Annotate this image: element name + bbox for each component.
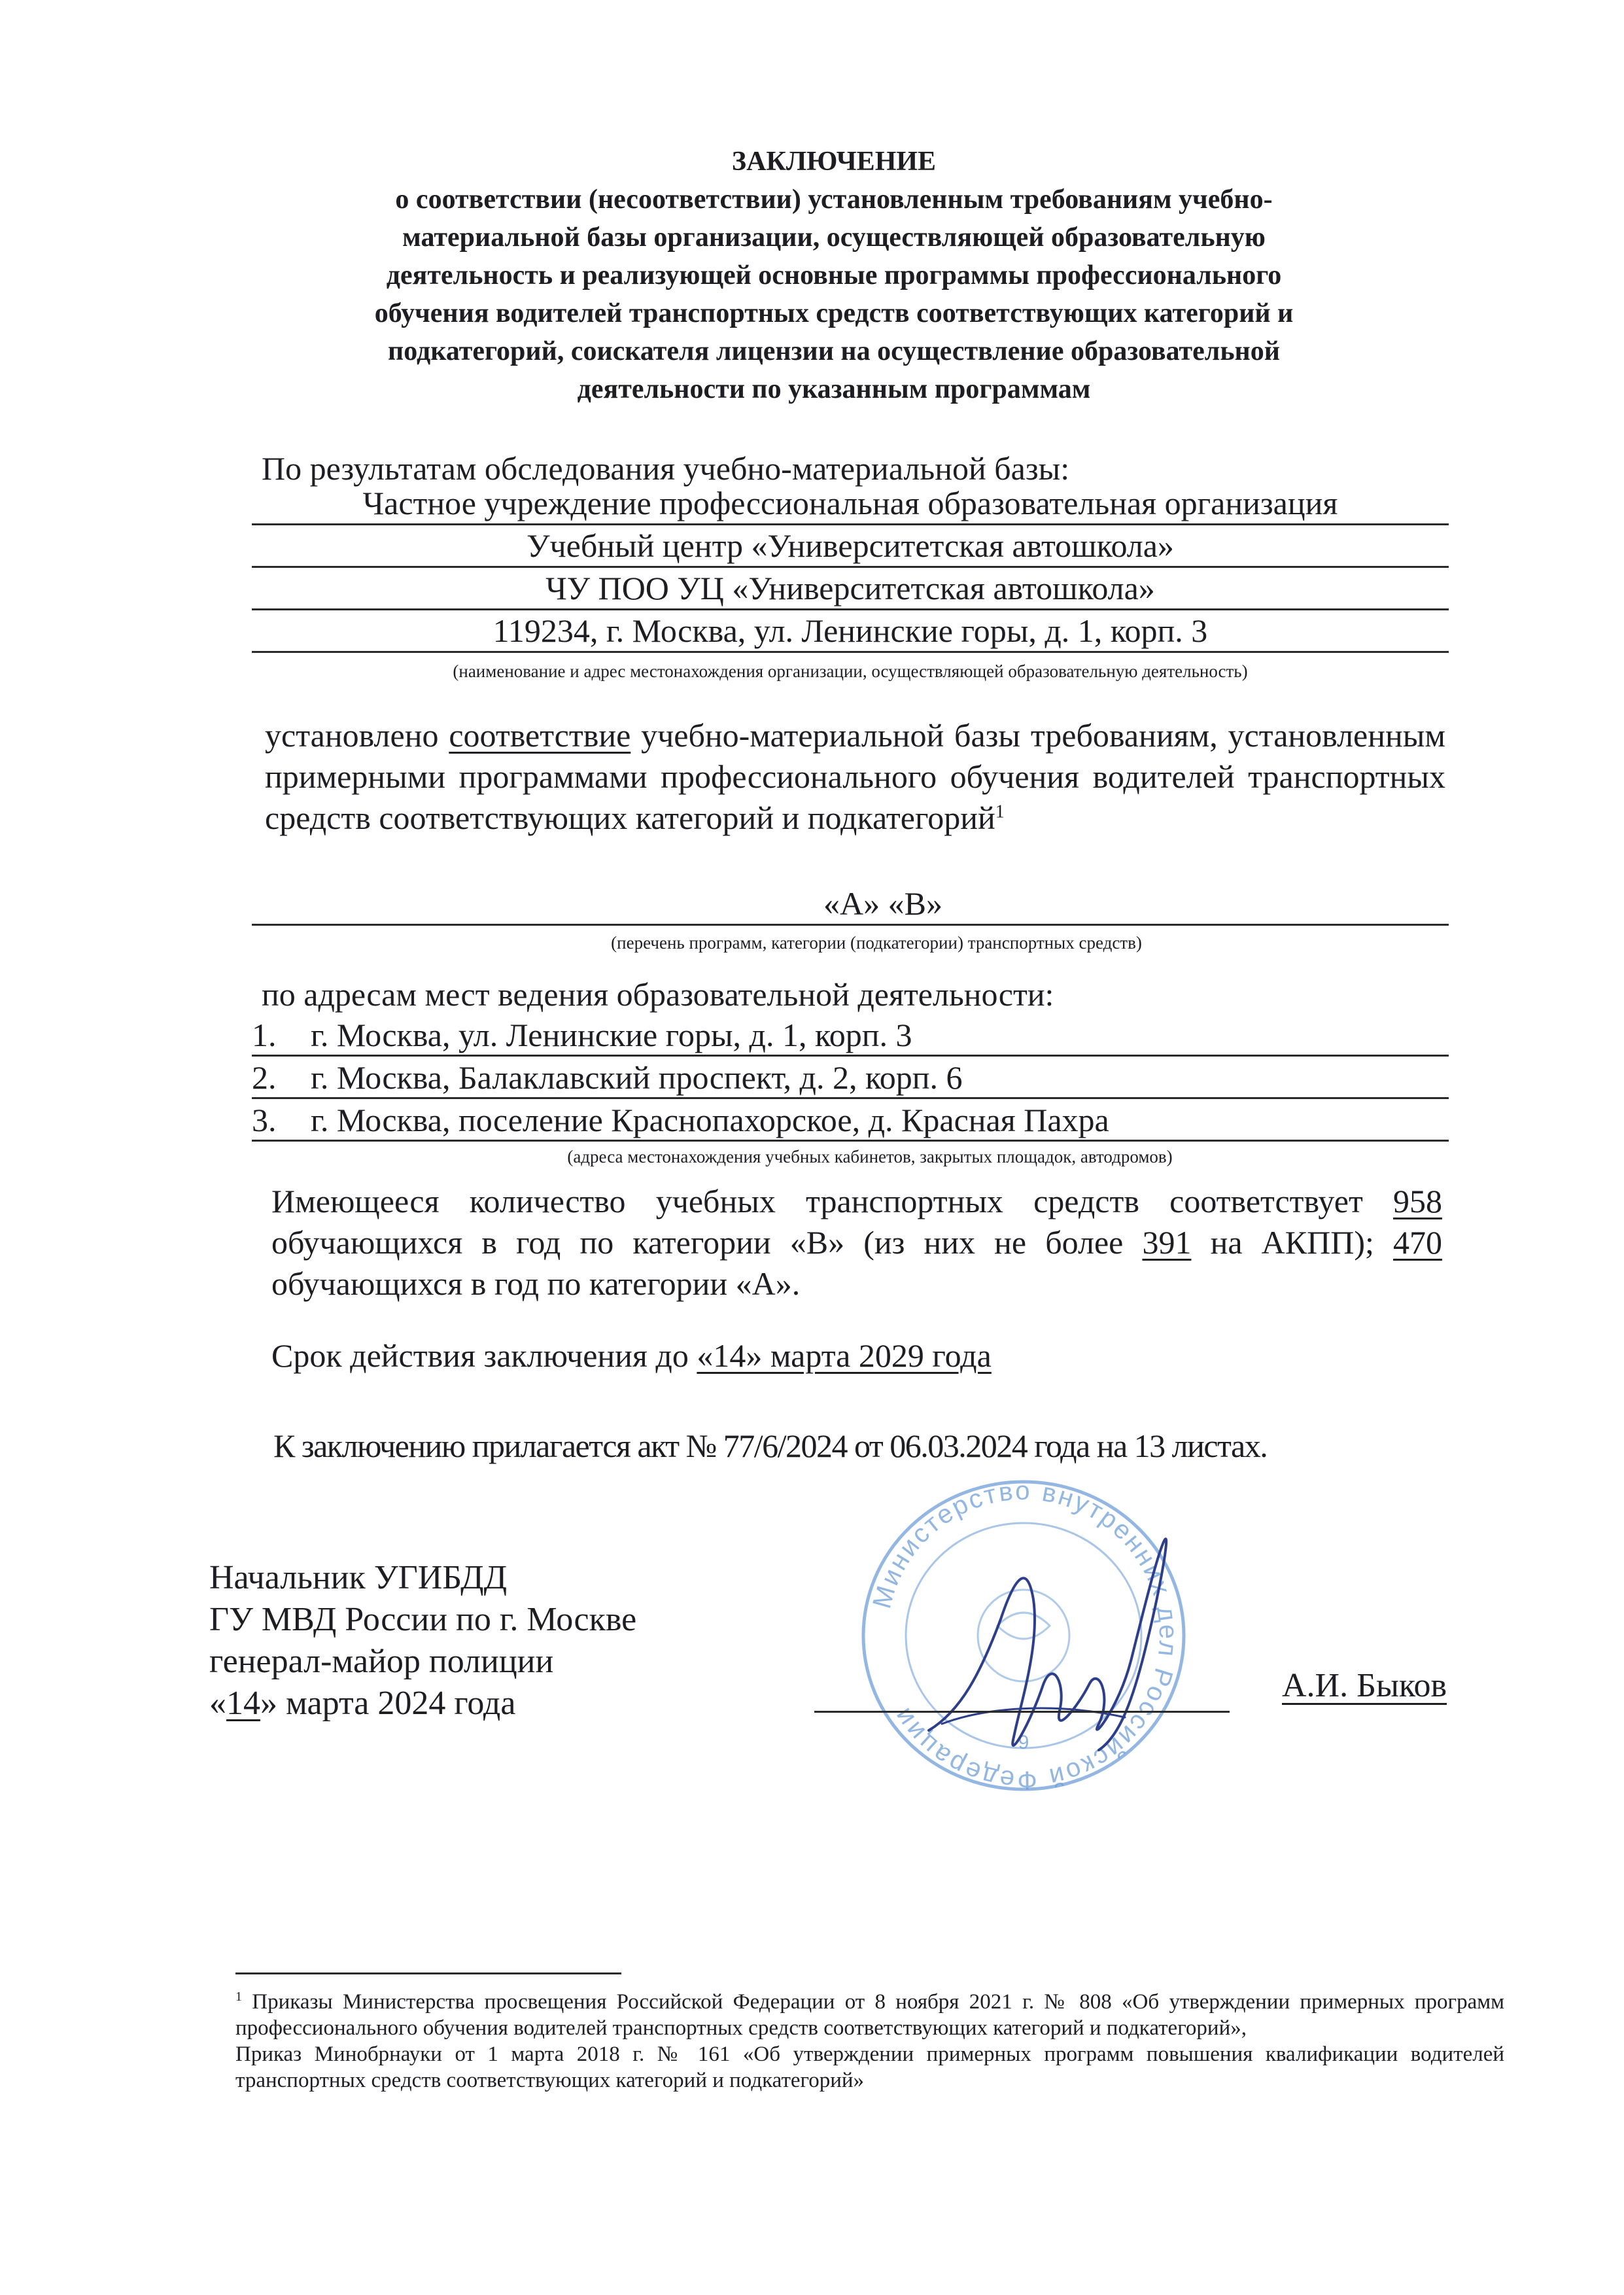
capacity-text: на АКПП);: [1191, 1224, 1393, 1261]
footnote-text-1: Приказы Министерства просвещения Российской Федерации от 8 ноября 2021 г. № 808 «Об утверждении примерных программ профессионального обучения водителей транспортных средств соответствующих категорий и подкатегорий»,: [235, 1990, 1504, 2040]
address-row: [252, 1058, 1449, 1099]
signature-line: [814, 1711, 1230, 1713]
org-line-3: ЧУ ПОО УЦ «Университетская автошкола»: [252, 569, 1449, 610]
footnote-divider: [235, 1972, 621, 1974]
validity-prefix: Срок действия заключения до: [271, 1337, 697, 1374]
signatory-position: Начальник УГИБДД: [209, 1559, 508, 1596]
document-title: [262, 143, 1406, 408]
handwritten-signature: [903, 1488, 1184, 1776]
org-line-4: 119234, г. Москва, ул. Ленинские горы, д. 1, корп. 3: [252, 612, 1449, 653]
address-text: г. Москва, поселение Краснопахорское, д. Красная Пахра: [311, 1102, 1109, 1138]
org-caption: (наименование и адрес местонахождения организации, осуществляющей образовательную деятельность): [453, 661, 1248, 681]
capacity-b-akpp: 391: [1142, 1224, 1192, 1261]
title-line: обучения водителей транспортных средств соответствующих категорий и: [374, 298, 1294, 328]
capacity-text: Имеющееся количество учебных транспортных средств соответствует: [271, 1183, 1393, 1219]
title-main: ЗАКЛЮЧЕНИЕ: [731, 147, 937, 177]
address-row: [252, 1100, 1449, 1142]
footnote-mark: 1: [235, 1989, 242, 2004]
date-day: 14: [226, 1685, 260, 1722]
address-number: 1.: [252, 1017, 277, 1053]
validity-line: [271, 1336, 992, 1375]
addresses-caption: (адреса местонахождения учебных кабинетов, закрытых площадок, автодромов): [567, 1147, 1173, 1166]
title-line: о соответствии (несоответствии) установленным требованиям учебно-: [395, 184, 1273, 215]
title-line: подкатегорий, соискателя лицензии на осуществление образовательной: [388, 336, 1280, 366]
org-line-2: Учебный центр «Университетская автошкола»: [252, 527, 1449, 568]
signatory-name: [1282, 1665, 1447, 1707]
signatory-name-text: А.И. Быков: [1282, 1667, 1447, 1704]
capacity-b-total: 958: [1393, 1183, 1442, 1219]
seal-text: Министерство внутренних дел Российской Федерации: [867, 1476, 1183, 1795]
footnote: [235, 1989, 1504, 2094]
survey-intro: По результатам обследования учебно-материальной базы:: [262, 450, 1070, 487]
attachment-line: К заключению прилагается акт № 77/6/2024 от 06.03.2024 года на 13 листах.: [273, 1428, 1268, 1464]
categories-line: [252, 885, 1449, 926]
signatory-block: [209, 1557, 636, 1725]
categories-value: «А» «В»: [823, 885, 942, 922]
capacity-paragraph: [271, 1181, 1442, 1305]
address-text: г. Москва, ул. Ленинские горы, д. 1, корп. 3: [311, 1017, 912, 1053]
footnote-paragraph: Приказ Минобрнауки от 1 марта 2018 г. № 161 «Об утверждении примерных программ повышения квалификации водителей транспортных средств соответствующих категорий и подкатегорий»: [235, 2042, 1504, 2092]
conformity-text: учебно-материальной базы требованиям, установленным примерными программами профессионального обучения водителей транспортных средств соответствующих категорий и подкатегорий: [265, 717, 1446, 836]
footnote-ref: 1: [995, 801, 1005, 822]
signature-date: [209, 1683, 636, 1725]
address-number: 2.: [252, 1059, 277, 1096]
conformity-prefix: установлено: [265, 717, 439, 754]
address-row: [252, 1015, 1449, 1057]
capacity-a-total: 470: [1393, 1224, 1442, 1261]
signatory-department: ГУ МВД России по г. Москве: [209, 1601, 637, 1638]
signatory-rank: генерал-майор полиции: [209, 1643, 554, 1680]
address-text: г. Москва, Балаклавский проспект, д. 2, корп. 6: [311, 1059, 963, 1096]
date-quote: «: [209, 1685, 226, 1722]
conformity-paragraph: [265, 715, 1445, 839]
title-line: деятельность и реализующей основные программы профессионального: [386, 260, 1282, 290]
capacity-text: обучающихся в год по категории «А».: [271, 1265, 801, 1302]
conformity-status: соответствие: [449, 717, 631, 754]
capacity-text: обучающихся в год по категории «В» (из них не более: [271, 1224, 1143, 1261]
addresses-intro: по адресам мест ведения образовательной деятельности:: [262, 976, 1054, 1013]
validity-date: «14» марта 2029 года: [697, 1337, 992, 1374]
date-rest: » марта 2024 года: [260, 1685, 516, 1722]
address-number: 3.: [252, 1102, 277, 1138]
title-line: деятельности по указанным программам: [577, 374, 1091, 404]
footnote-paragraph: [235, 1989, 1504, 2041]
seal-number: 9: [1018, 1732, 1029, 1753]
title-line: материальной базы организации, осуществляющей образовательную: [402, 222, 1266, 253]
org-line-1: Частное учреждение профессиональная образовательная организация: [252, 484, 1449, 525]
categories-caption: (перечень программ, категории (подкатегории) транспортных средств): [611, 933, 1142, 953]
